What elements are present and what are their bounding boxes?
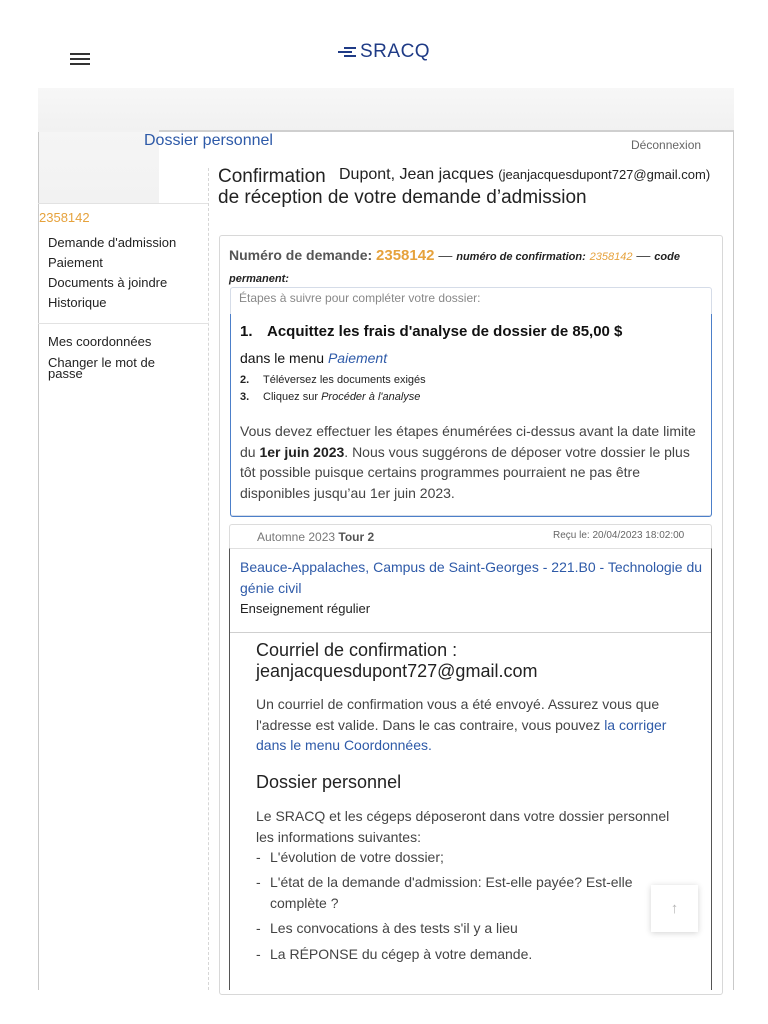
email-heading-address: jeanjacquesdupont727@gmail.com	[256, 661, 538, 681]
logo-mark-icon	[338, 44, 358, 60]
request-number-line	[229, 245, 709, 289]
logo-text: SRACQ	[360, 41, 431, 62]
sidebar-border	[208, 168, 209, 990]
list-item: - Les convocations à des tests s'il y a lieu	[256, 918, 676, 939]
deadline-date: 1er juin 2023	[259, 443, 345, 460]
confirmation-subtitle: de réception de votre demande d’admission	[218, 187, 587, 208]
applicant-email: (jeanjacquesdupont727@gmail.com)	[498, 167, 711, 182]
list-item: - L'évolution de votre dossier;	[256, 847, 676, 868]
email-heading: Courriel de confirmation :	[256, 640, 458, 660]
scroll-top-button[interactable]	[651, 885, 698, 932]
received-date: Reçu le: 20/04/2023 18:02:00	[553, 530, 685, 541]
proceder-analyse-link[interactable]: Procéder à l'analyse	[321, 391, 421, 403]
request-number-label: Numéro de demande:	[229, 247, 373, 263]
applicant-name: Dupont, Jean jacques	[339, 166, 494, 183]
program-link[interactable]: Beauce-Appalaches, Campus de Saint-Georges - 221.B0 - Technologie du génie civil	[240, 559, 703, 596]
deadline-text-b: . Nous vous suggérons de déposer votre dossier le plus tôt possible puisque certains programmes pourraient ne pas être disponibles jusqu’au 1er juin 2023.	[240, 443, 690, 501]
session-round: Tour 2	[338, 530, 375, 544]
dossier-heading: Dossier personnel	[256, 772, 402, 792]
sidebar-divider	[38, 203, 209, 204]
sidebar-item-password[interactable]: Changer le mot de	[48, 355, 155, 370]
step-1-text: Acquittez les frais d'analyse de dossier de 85,00 $	[267, 323, 623, 340]
paiement-link[interactable]: Paiement	[327, 350, 388, 366]
separator: —	[632, 247, 655, 263]
study-regime: Enseignement régulier	[240, 601, 371, 616]
step-3-text: Cliquez sur	[263, 391, 322, 403]
applicant-name-line	[339, 166, 710, 184]
confirmation-title: Confirmation	[218, 166, 326, 187]
separator: —	[434, 247, 457, 263]
sracq-logo[interactable]	[338, 40, 430, 64]
sidebar-item-coordonnees[interactable]: Mes coordonnées	[48, 334, 152, 349]
sidebar-item-documents[interactable]: Documents à joindre	[48, 275, 168, 290]
applicant-id: 2358142	[39, 210, 90, 225]
deadline-warning	[240, 421, 706, 503]
top-bar	[0, 0, 768, 88]
list-item: - L'état de la demande d'admission: Est-elle payée? Est-elle complète ?	[256, 872, 676, 913]
email-paragraph	[256, 694, 686, 756]
step-2-text: Téléversez les documents exigés	[263, 374, 426, 386]
sidebar-item-historique[interactable]: Historique	[48, 295, 107, 310]
steps-heading: Étapes à suivre pour compléter votre dossier:	[239, 291, 481, 305]
step-2-number: 2.	[240, 374, 250, 386]
sidebar-item-paiement[interactable]: Paiement	[48, 255, 103, 270]
dossier-title: Dossier personnel	[144, 132, 273, 149]
deadline-text-a: Vous devez effectuer les étapes énumérées ci-dessus avant la date limite du	[240, 423, 696, 460]
session-term-label: Automne 2023	[257, 530, 336, 544]
header-gray-strip	[38, 88, 734, 130]
sidebar-item-demande[interactable]: Demande d'admission	[48, 235, 177, 250]
corriger-coordonnees-link[interactable]: la corriger dans le menu Coordonnées.	[256, 716, 667, 753]
step-1-sub	[240, 350, 387, 366]
confirmation-number-label: numéro de confirmation:	[456, 251, 586, 263]
list-item: - La RÉPONSE du cégep à votre demande.	[256, 944, 676, 965]
logout-link[interactable]: Déconnexion	[631, 138, 702, 152]
arrow-up-icon: ↑	[670, 900, 679, 917]
dossier-intro: Le SRACQ et les cégeps déposeront dans votre dossier personnel les informations suivantes:	[256, 808, 670, 845]
step-1-sub-text: dans le menu	[240, 350, 328, 366]
step-3-number: 3.	[240, 391, 250, 403]
sidebar-item-password-line2[interactable]: passe	[48, 366, 83, 381]
email-paragraph-text: Un courriel de confirmation vous a été envoyé. Assurez vous que l'adresse est valide. Dans le cas contraire, vous pouvez	[256, 696, 660, 733]
section-divider	[230, 632, 711, 633]
permanent-code-label: code permanent:	[229, 251, 680, 285]
step-3	[240, 391, 420, 403]
hamburger-menu-icon[interactable]	[70, 53, 90, 69]
confirmation-number-value: 2358142	[589, 251, 633, 263]
step-1-number: 1.	[240, 323, 253, 340]
sidebar-divider	[38, 323, 209, 324]
session-term	[257, 530, 374, 544]
step-1	[240, 323, 622, 340]
step-2	[240, 374, 426, 386]
request-number-value: 2358142	[376, 247, 435, 264]
